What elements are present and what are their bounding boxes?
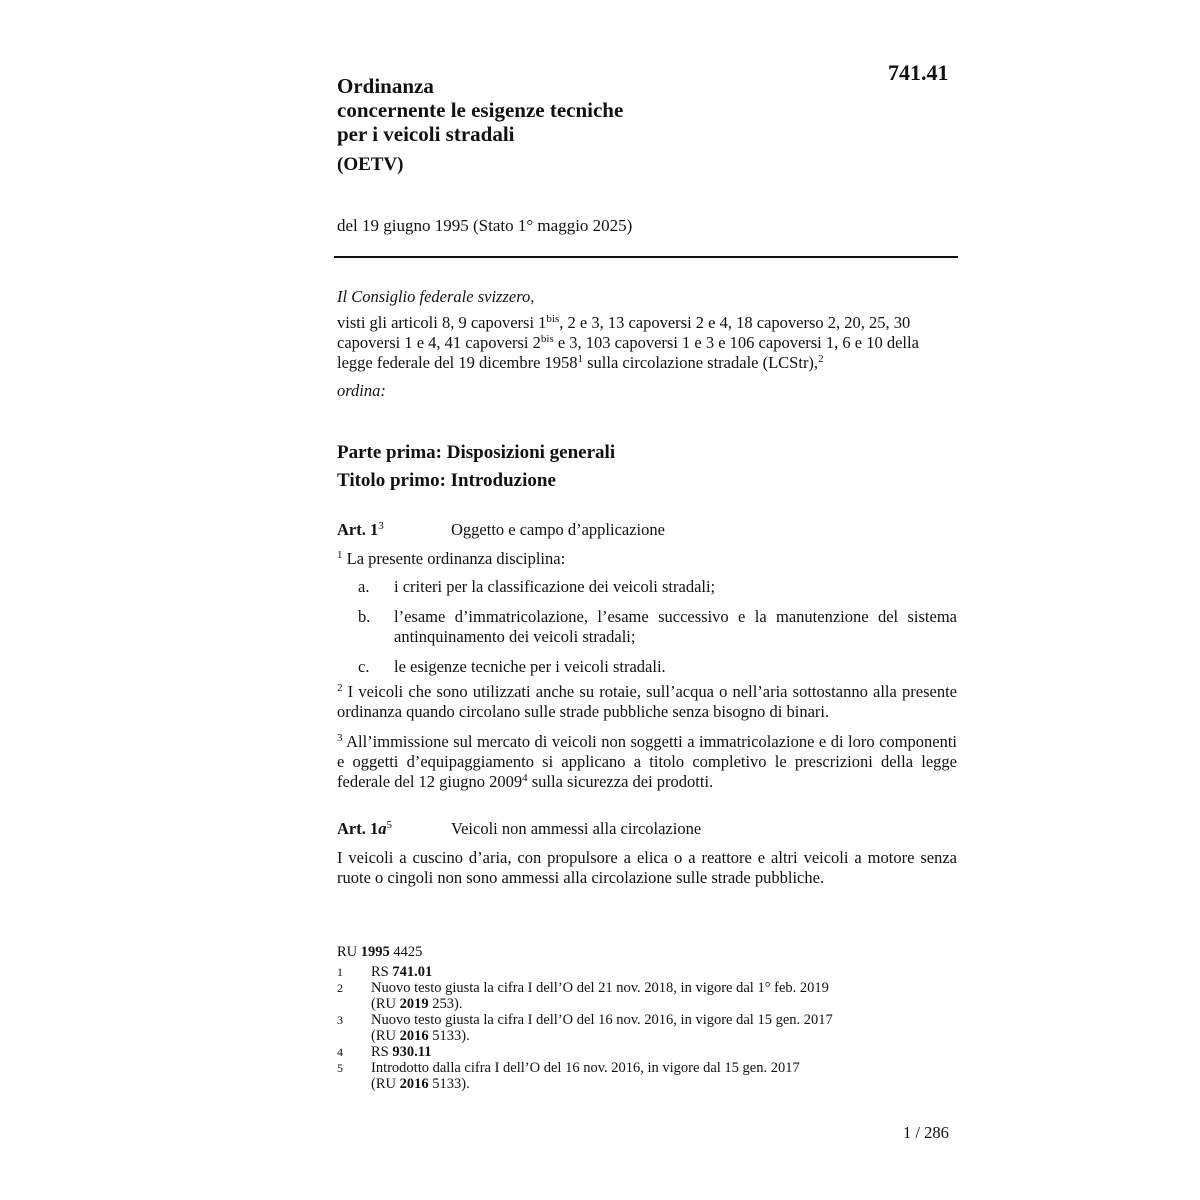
title-heading: Titolo primo: Introduzione [337,470,556,491]
document-abbreviation: (OETV) [337,154,404,175]
footnote-ref[interactable]: 3 [378,520,384,532]
footnote: 3 Nuovo testo giusta la cifra I dell’O del 16 nov. 2016, in vigore dal 15 gen. 2017 (RU 2016 5133). [337,1012,833,1044]
title-line: Ordinanza [337,74,434,98]
article-paragraph: I veicoli a cuscino d’aria, con propulsore a elica o a reattore e altri veicoli a motore senza ruote o cingoli non sono ammessi alla circolazione sulle strade pubbliche. [337,848,957,887]
list-item: a. i criteri per la classificazione dei veicoli stradali; [358,577,716,596]
page-number: 1 / 286 [903,1123,949,1142]
preamble-ordina: ordina: [337,381,386,400]
footnote: 5 Introdotto dalla cifra I dell’O del 16 nov. 2016, in vigore dal 15 gen. 2017 (RU 2016 5133). [337,1060,800,1092]
footnote: 1 RS 741.01 [337,964,433,980]
footnote: 4 RS 930.11 [337,1044,432,1060]
preamble-text: visti gli articoli 8, 9 capoversi $1^{bis}$, 2 e 3, 13 capoversi 2 e 4, 18 capoverso 2, 20, 25, 30 capoversi 1 e 4, 41 capoversi $2^{bis}$ e 3, 103 capoversi 1 e 3 e 106 capoversi 1, 6 e 10 della legge federale del 19 dicembre 1958$^1$ sulla circolazione stradale (LCStr),$^2$ [337,313,919,372]
footnote: 2 Nuovo testo giusta la cifra I dell’O del 21 nov. 2018, in vigore dal 1° feb. 2019 (RU 2019 253). [337,980,829,1012]
footnote-ref[interactable]: 4 [522,772,528,784]
article-number: Art. $1^3$ [337,520,384,539]
title-line: concernente le esigenze tecniche [337,98,624,122]
article-list [337,577,957,687]
footnote-ref[interactable]: 5 [386,819,392,831]
footnote-ref[interactable]: 1 [577,353,584,365]
article-heading [337,819,957,841]
article-heading [337,520,957,542]
title-line: per i veicoli stradali [337,122,515,146]
preamble-intro: Il Consiglio federale svizzero, [337,287,535,306]
article-title: Veicoli non ammessi alla circolazione [451,819,702,838]
document-date: del 19 giugno 1995 (Stato 1° maggio 2025) [337,216,633,235]
list-item: b. l’esame d’immatricolazione, l’esame successivo e la manutenzione del sistema antinquinamento dei veicoli stradali; [358,607,957,646]
footnotes [337,944,897,1092]
article-paragraph: $^3$ All’immissione sul mercato di veicoli non soggetti a immatricolazione e di loro componenti e oggetti d’equipaggiamento si applicano a titolo completivo le prescrizioni della legge federale del 12 giugno 2009$^4$ sulla sicurezza dei prodotti. [337,732,957,791]
document-title [337,74,623,146]
ru-reference: RU 1995 4425 [337,944,423,960]
article-number: Art. $1a^5$ [337,819,392,838]
footnote-ref[interactable]: 2 [818,353,824,365]
article-paragraph: $^2$ I veicoli che sono utilizzati anche su rotaie, sull’acqua o nell’aria sottostanno alla presente ordinanza quando circolano sulle strade pubbliche senza bisogno di binari. [337,682,957,721]
list-item: c. le esigenze tecniche per i veicoli stradali. [358,657,666,676]
part-heading: Parte prima: Disposizioni generali [337,442,616,463]
article-title: Oggetto e campo d’applicazione [451,520,665,539]
article-paragraph: $^1$ La presente ordinanza disciplina: [337,549,566,568]
sr-number: 741.41 [888,60,949,85]
header-divider [334,256,958,258]
